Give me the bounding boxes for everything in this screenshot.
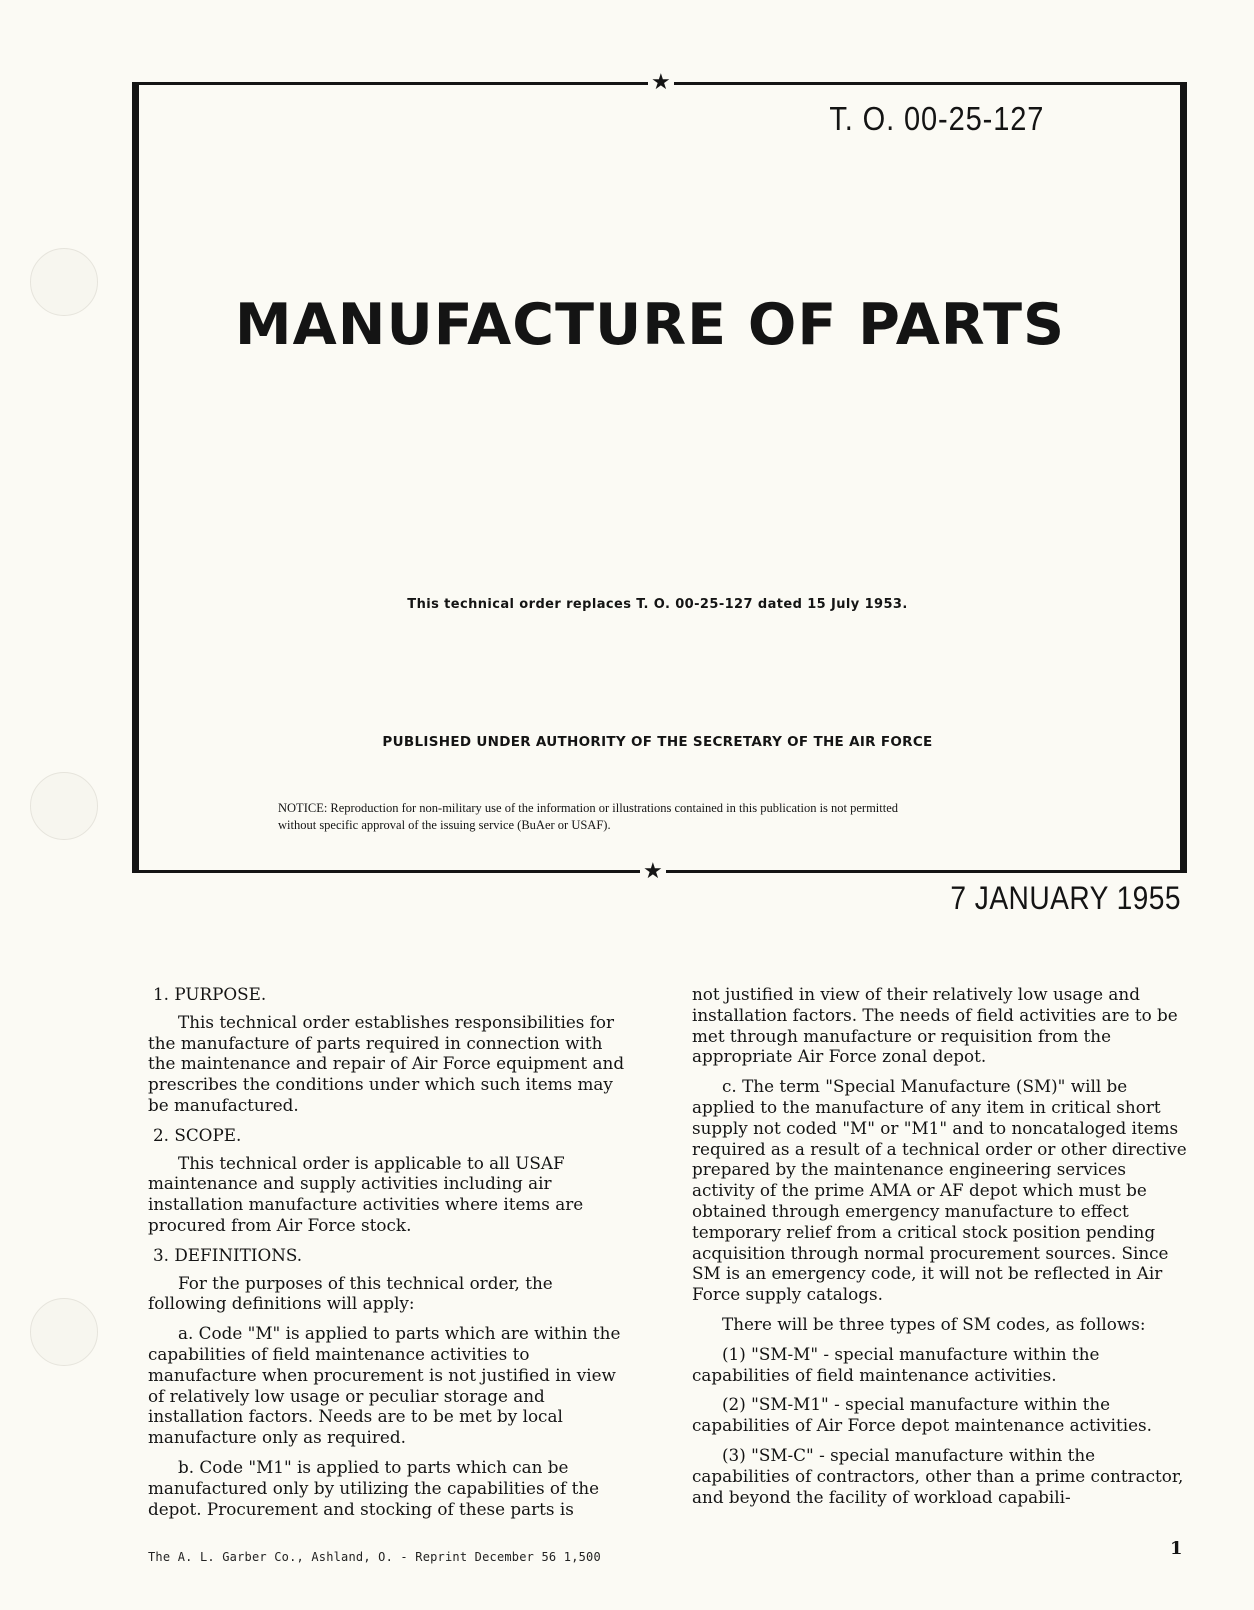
reproduction-notice — [278, 800, 1058, 834]
left-column — [148, 984, 634, 1528]
star-icon: ★ — [640, 861, 666, 883]
document-title: MANUFACTURE OF PARTS — [234, 292, 1066, 358]
section-heading: 1. PURPOSE. — [153, 984, 267, 1004]
section-heading: 2. SCOPE. — [153, 1124, 242, 1145]
publication-date: 7 JANUARY 1955 — [950, 880, 1181, 916]
printer-imprint: The A. L. Garber Co., Ashland, O. - Reprint December 56 1,500 — [148, 1550, 601, 1564]
definition-item: c. The term "Special Manufacture (SM)" will be applied to the manufacture of any item in critical short supply not coded "M" or "M1" and to noncataloged items required as a result of a technical order or other directive prepared by the maintenance engineering services activity of the prime AMA or AF depot which must be obtained through emergency manufacture to effect temporary relief from a critical stock position pending acquisition through normal procurement sources. Since SM is an emergency code, it will not be reflected in Air Force supply catalogs. — [692, 1076, 1187, 1305]
star-icon: ★ — [648, 72, 674, 94]
punch-hole — [30, 1298, 98, 1366]
definition-item: a. Code "M" is applied to parts which are within the capabilities of field maintenance activities to manufacture when procurement is not justified in view of relatively low usage or peculiar storage and installation factors. Needs are to be met by local manufacture only as required. — [148, 1323, 621, 1448]
frame-left-rule — [132, 82, 139, 873]
technical-order-number: T. O. 00-25-127 — [829, 100, 1044, 137]
page-number: 1 — [1170, 1538, 1183, 1559]
paragraph: This technical order establishes responsibilities for the manufacture of parts required in connection with the maintenance and repair of Air Force equipment and prescribes the conditions under which such items may be manufactured. — [148, 1011, 625, 1115]
paragraph: For the purposes of this technical order, the following definitions will apply: — [148, 1272, 553, 1314]
section-heading: 3. DEFINITIONS. — [153, 1244, 303, 1265]
notice-line: NOTICE: Reproduction for non-military use of the information or illustrations contained in this publication is not permitted — [278, 801, 899, 815]
supersedes-note: This technical order replaces T. O. 00-25-127 dated 15 July 1953. — [407, 597, 908, 612]
paragraph: This technical order is applicable to all USAF maintenance and supply activities including air installation manufacture activities where items are procured from Air Force stock. — [148, 1152, 584, 1235]
paragraph: There will be three types of SM codes, as follows: — [722, 1313, 1146, 1334]
frame-right-rule — [1180, 82, 1187, 873]
paragraph: not justified in view of their relatively low usage and installation factors. The needs of field activities are to be met through manufacture or requisition from the appropriate Air Force zonal depot. — [692, 984, 1178, 1067]
authority-statement: PUBLISHED UNDER AUTHORITY OF THE SECRETARY OF THE AIR FORCE — [382, 734, 933, 750]
right-column — [692, 984, 1192, 1516]
sm-code-item: (1) "SM-M" - special manufacture within the capabilities of field maintenance activities. — [692, 1343, 1100, 1385]
sm-code-item: (3) "SM-C" - special manufacture within the capabilities of contractors, other than a prime contractor, and beyond the facility of workload capabili- — [692, 1444, 1184, 1507]
punch-hole — [30, 772, 98, 840]
sm-code-item: (2) "SM-M1" - special manufacture within the capabilities of Air Force depot maintenance activities. — [692, 1394, 1152, 1436]
definition-item: b. Code "M1" is applied to parts which can be manufactured only by utilizing the capabilities of the depot. Procurement and stocking of these parts is — [148, 1456, 600, 1519]
notice-line: without specific approval of the issuing service (BuAer or USAF). — [278, 818, 611, 832]
